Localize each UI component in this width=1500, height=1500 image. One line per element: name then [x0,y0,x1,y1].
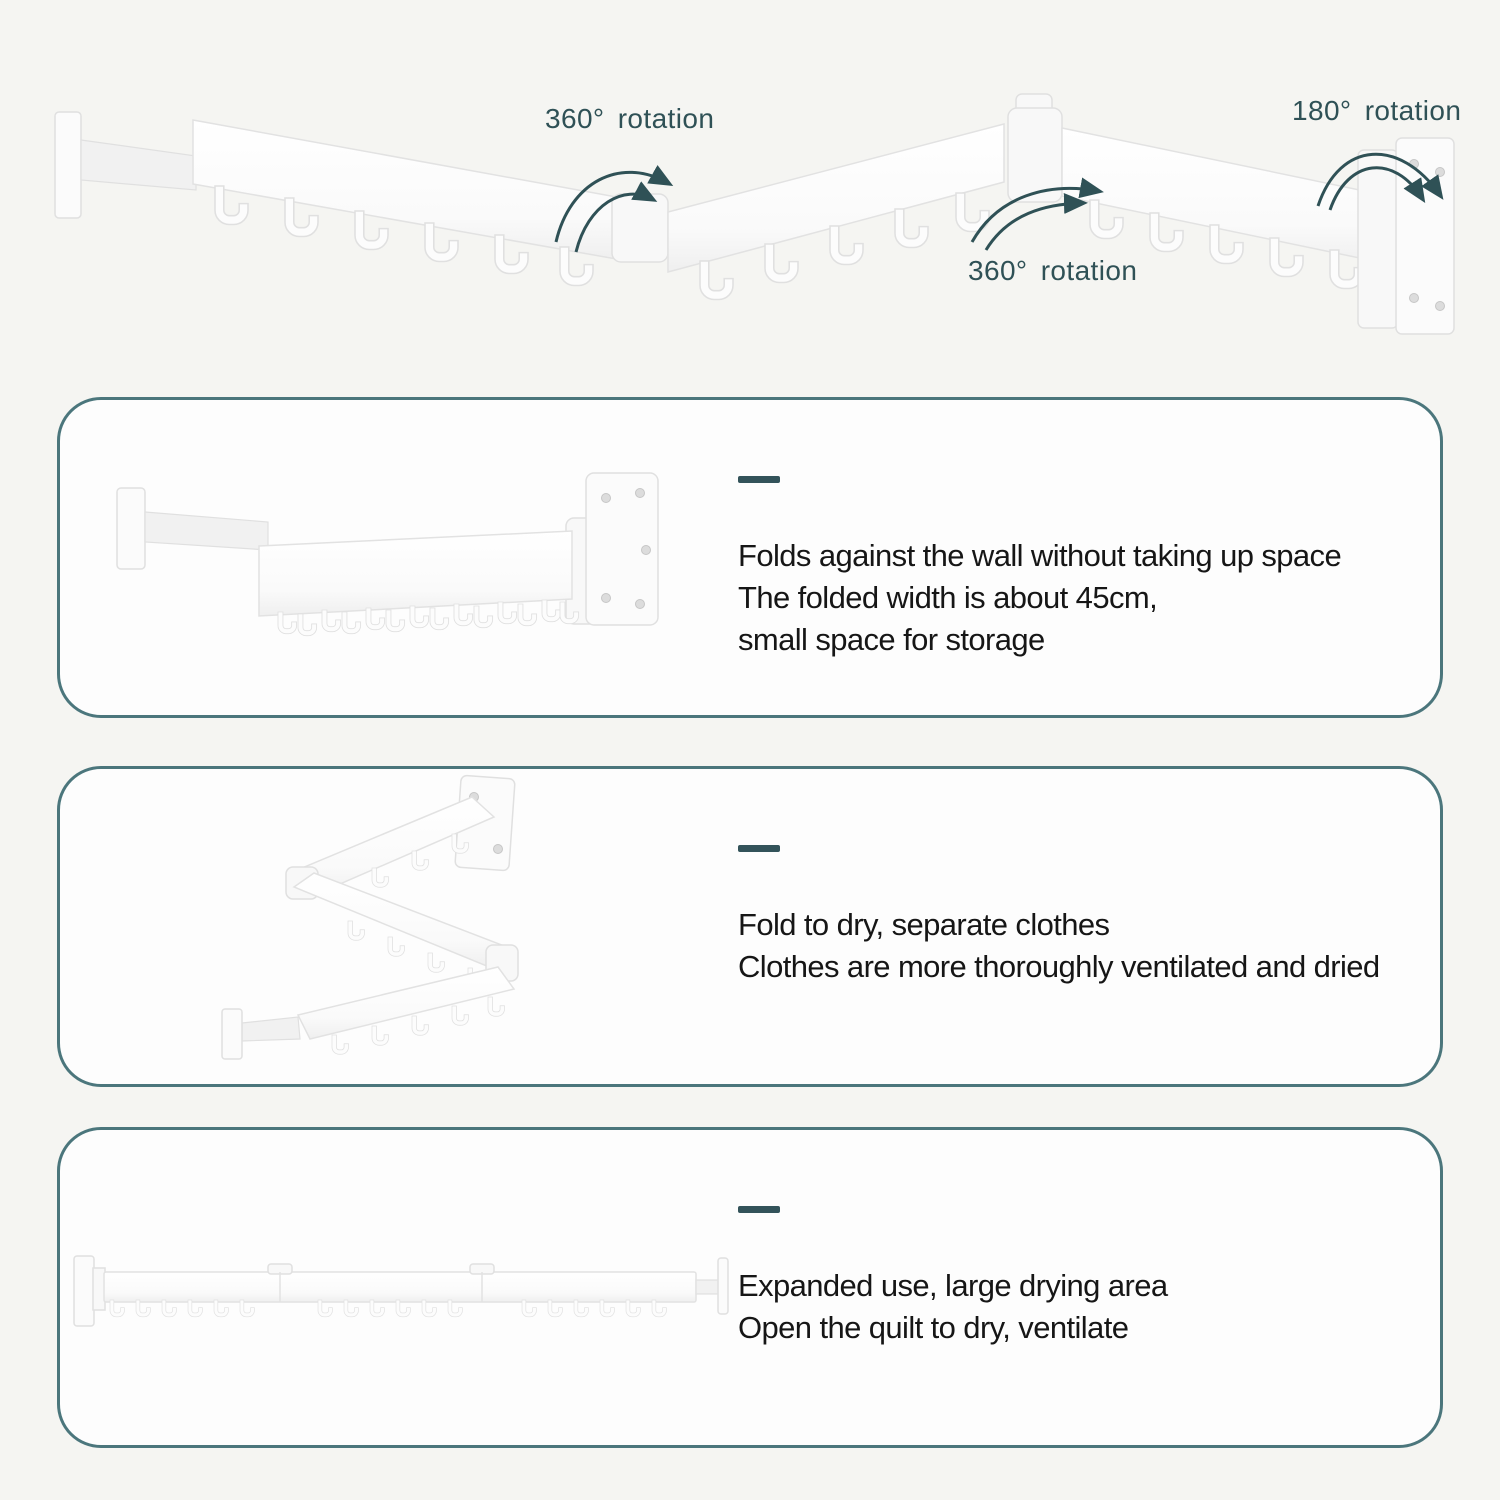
hero-left-endcap [55,112,81,218]
zfold-arm-middle [294,873,512,969]
z-folded-rack-image [60,769,760,1084]
extended-rack-image [60,1130,760,1445]
feature-line: Open the quilt to dry, ventilate [738,1310,1129,1345]
extended-endcap [718,1258,728,1314]
rotation-label-1: 360° rotation [545,103,715,134]
rotation-label-2: 360° rotation [968,255,1138,286]
feature-text-zfold [738,845,1380,988]
hero-wall-plate [1396,138,1454,334]
hero-rack-image [0,0,1500,392]
hero-wall-bracket [1358,150,1398,328]
hero-hinge-1 [612,194,668,262]
extended-rod [696,1280,720,1294]
extended-left-plate [74,1256,94,1326]
zfold-endcap [222,1009,242,1059]
folded-rack-image [60,400,760,715]
feature-text-extended [738,1206,1167,1349]
feature-card-folded [57,397,1443,718]
extended-bar [104,1272,696,1302]
dash-accent [738,1206,780,1213]
feature-line: small space for storage [738,622,1045,657]
feature-line: Fold to dry, separate clothes [738,907,1110,942]
zfold-arm-bottom [298,967,514,1039]
zfold-rod [242,1017,300,1041]
feature-text-folded [738,476,1341,661]
dash-accent [738,845,780,852]
feature-line: Folds against the wall without taking up space [738,538,1342,573]
hero-section [0,0,1500,392]
folded-endcap [117,488,145,569]
rotation-label-3: 180° rotation [1292,95,1462,126]
feature-card-extended [57,1127,1443,1448]
dash-accent [738,476,780,483]
extended-left-bracket [93,1268,105,1310]
folded-rod [145,512,268,550]
feature-line: Expanded use, large drying area [738,1268,1168,1303]
hero-arm-3 [1062,128,1398,266]
feature-card-zfold [57,766,1443,1087]
feature-line: The folded width is about 45cm, [738,580,1158,615]
feature-line: Clothes are more thoroughly ventilated and dried [738,949,1380,984]
hero-left-rod [81,140,196,190]
folded-arm [259,531,572,616]
